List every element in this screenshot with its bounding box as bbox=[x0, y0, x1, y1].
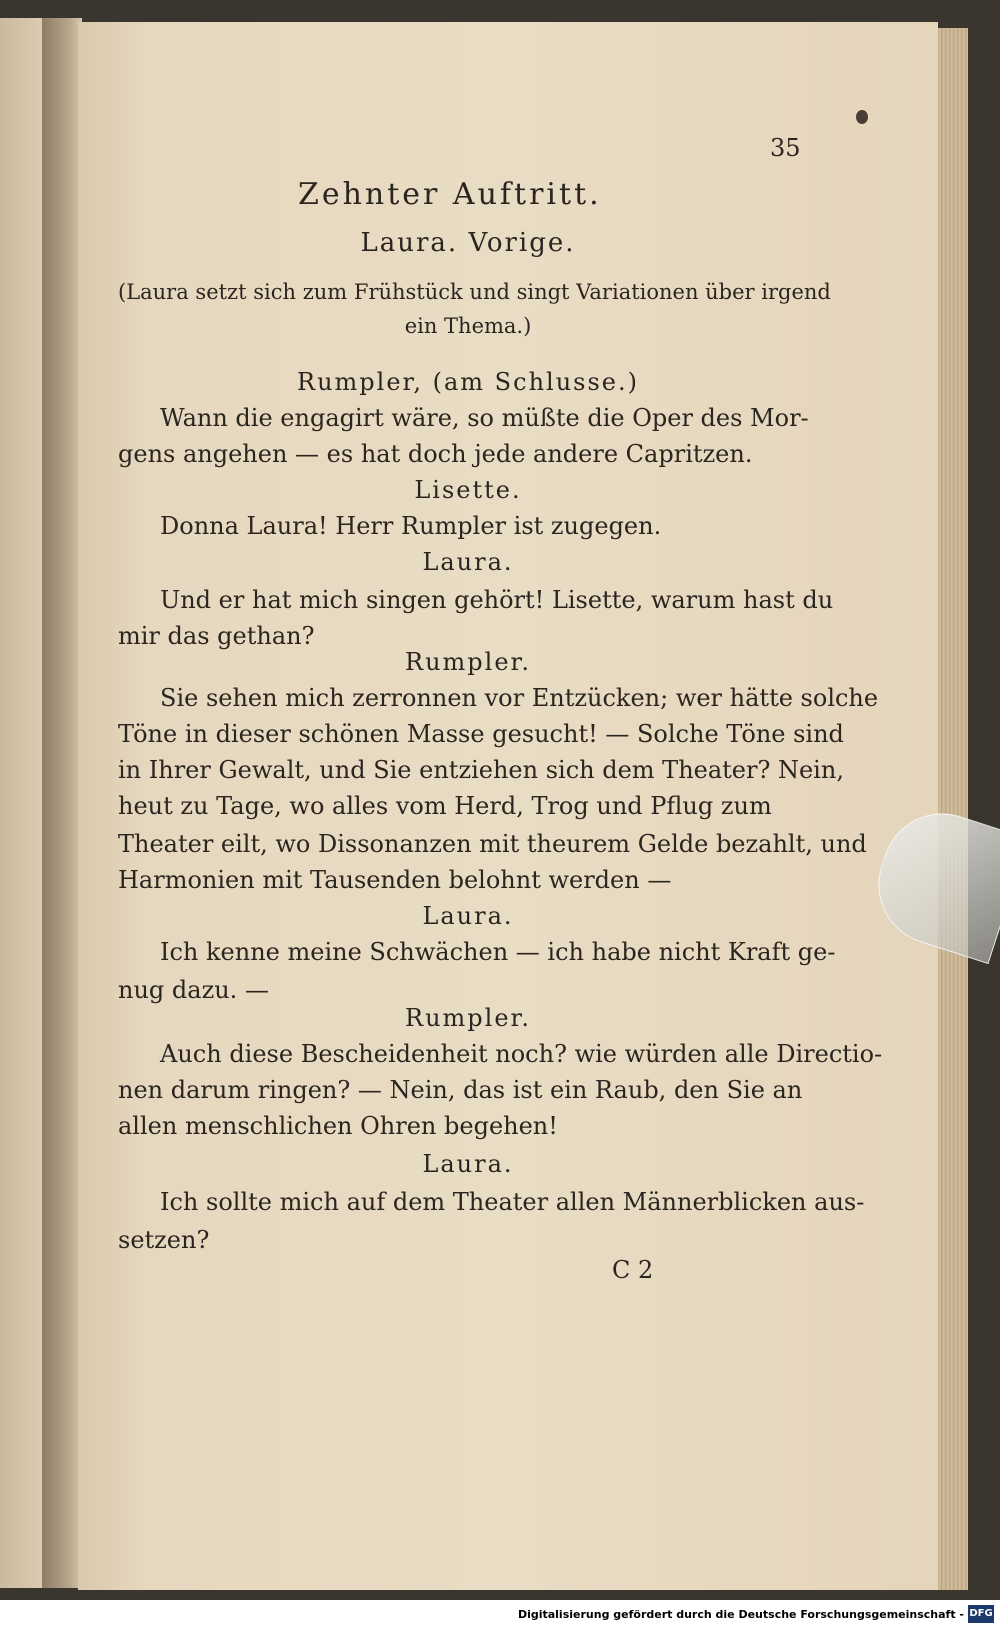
text-line: Harmonien mit Tausenden belohnt werden — bbox=[118, 866, 672, 894]
speaker-name: Laura. bbox=[422, 1150, 514, 1178]
speaker-name: Rumpler. bbox=[405, 1004, 531, 1032]
footer-bar bbox=[0, 1600, 1000, 1630]
text-line: nug dazu. — bbox=[118, 976, 269, 1004]
speaker-name: Rumpler. bbox=[405, 648, 531, 676]
text-line: setzen? bbox=[118, 1226, 210, 1254]
text-line: mir das gethan? bbox=[118, 622, 315, 650]
paper-spot bbox=[856, 110, 868, 124]
speaker-name: Laura. bbox=[422, 902, 514, 930]
stage-direction: ein Thema.) bbox=[404, 314, 532, 338]
text-line: Töne in dieser schönen Masse gesucht! — Solche Töne sind bbox=[118, 720, 844, 748]
text-line: Und er hat mich singen gehört! Lisette, warum hast du bbox=[160, 586, 834, 614]
text-line: Wann die engagirt wäre, so müßte die Oper des Mor- bbox=[160, 404, 809, 432]
page-number: 35 bbox=[770, 134, 801, 162]
character-line: Laura. Vorige. bbox=[360, 228, 576, 258]
text-line: nen darum ringen? — Nein, das ist ein Raub, den Sie an bbox=[118, 1076, 803, 1104]
speaker-name: Rumpler, (am Schlusse.) bbox=[297, 368, 639, 396]
speaker-name: Laura. bbox=[422, 548, 514, 576]
page-stack-edge bbox=[938, 28, 968, 1590]
text-line: Theater eilt, wo Dissonanzen mit theurem Gelde bezahlt, und bbox=[118, 830, 867, 858]
text-line: Ich kenne meine Schwächen — ich habe nicht Kraft ge- bbox=[160, 938, 836, 966]
book-gutter bbox=[42, 18, 82, 1588]
text-line: allen menschlichen Ohren begehen! bbox=[118, 1112, 558, 1140]
text-line: in Ihrer Gewalt, und Sie entziehen sich dem Theater? Nein, bbox=[118, 756, 844, 784]
text-line: Sie sehen mich zerronnen vor Entzücken; wer hätte solche bbox=[160, 684, 879, 712]
signature-mark: C 2 bbox=[612, 1256, 654, 1284]
speaker-name: Lisette. bbox=[414, 476, 522, 504]
footer-credit: Digitalisierung gefördert durch die Deutsche Forschungsgemeinschaft - bbox=[517, 1608, 964, 1621]
text-line: gens angehen — es hat doch jede andere Capritzen. bbox=[118, 440, 753, 468]
text-line: Auch diese Bescheidenheit noch? wie würden alle Directio- bbox=[160, 1040, 883, 1068]
scene-heading: Zehnter Auftritt. bbox=[298, 177, 602, 212]
text-line: heut zu Tage, wo alles vom Herd, Trog und Pflug zum bbox=[118, 792, 772, 820]
dfg-logo: DFG bbox=[968, 1605, 994, 1623]
text-line: Donna Laura! Herr Rumpler ist zugegen. bbox=[160, 512, 662, 540]
text-line: Ich sollte mich auf dem Theater allen Männerblicken aus- bbox=[160, 1188, 865, 1216]
stage-direction: (Laura setzt sich zum Frühstück und singt Variationen über irgend bbox=[118, 280, 831, 304]
